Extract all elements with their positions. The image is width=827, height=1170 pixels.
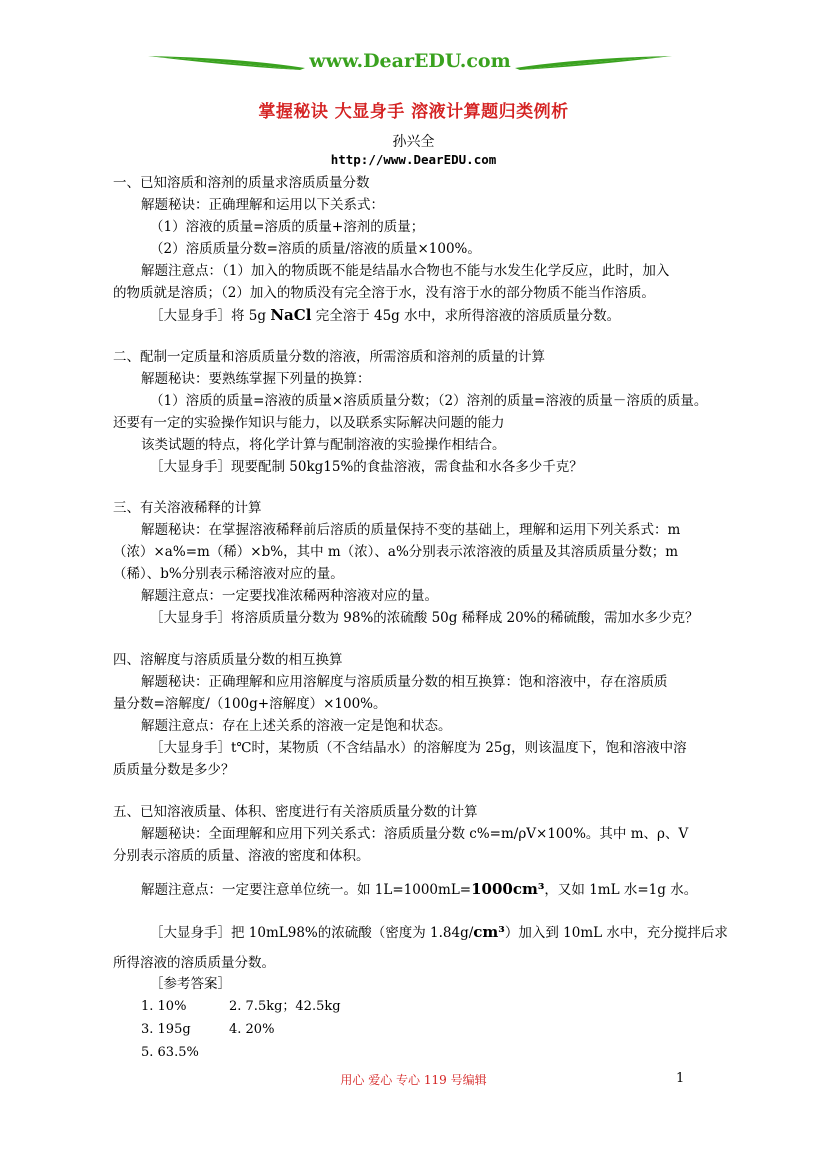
section-1-exercise <box>150 305 620 326</box>
section-2-line: （1）溶质的质量=溶液的质量×溶质质量分数；（2）溶剂的质量=溶液的质量－溶质的质量。 <box>150 393 708 409</box>
section-4-exercise: 质质量分数是多少？ <box>113 762 235 778</box>
exercise-text: 完全溶于 45g 水中，求所得溶液的溶质质量分数。 <box>311 308 621 324</box>
note-text: ，又如 1mL 水=1g 水。 <box>544 882 698 898</box>
author-name: 孙兴全 <box>392 134 435 150</box>
unit-cm3: cm³ <box>473 923 505 941</box>
exercise-text: ［大显身手］将 5g <box>150 308 271 324</box>
section-2-exercise: ［大显身手］现要配制 50kg15%的食盐溶液，需食盐和水各多少千克？ <box>150 459 583 475</box>
section-2-heading: 二、配制一定质量和溶质质量分数的溶液，所需溶质和溶剂的质量的计算 <box>113 349 545 365</box>
section-1-line: （1）溶液的质量=溶质的质量+溶剂的质量； <box>150 219 425 235</box>
section-5-exercise <box>150 922 728 943</box>
section-4-heading: 四、溶解度与溶质质量分数的相互换算 <box>113 652 343 668</box>
section-1-line: 解题秘诀：正确理解和运用以下关系式： <box>141 197 384 213</box>
section-4-line: 解题秘诀：正确理解和应用溶解度与溶质质量分数的相互换算：饱和溶液中，存在溶质质 <box>141 674 668 690</box>
section-3-line: （稀）、b%分别表示稀溶液对应的量。 <box>113 566 344 582</box>
section-3-line: 解题秘诀：在掌握溶液稀释前后溶质的质量保持不变的基础上，理解和运用下列关系式：m <box>141 522 681 538</box>
page-number: 1 <box>676 1071 685 1086</box>
formula-nacl: NaCl <box>270 306 312 324</box>
note-text: 解题注意点：一定要注意单位统一。如 1L=1000mL= <box>141 882 472 898</box>
answer-item: 4. 20% <box>229 1022 275 1037</box>
exercise-text: ）加入到 10mL 水中，充分搅拌后求 <box>504 925 728 941</box>
section-3-line: （浓）×a%=m（稀）×b%，其中 m（浓）、a%分别表示浓溶液的质量及其溶质质量分数；m <box>113 544 679 560</box>
section-5-line: 解题秘诀：全面理解和应用下列关系式：溶质质量分数 c%=m/ρV×100%。其中 m、ρ、V <box>141 826 689 842</box>
source-url[interactable]: http://www.DearEDU.com <box>330 152 497 167</box>
section-3-line: 解题注意点：一定要找准浓稀两种溶液对应的量。 <box>141 588 438 604</box>
section-4-exercise: ［大显身手］t℃时，某物质（不含结晶水）的溶解度为 25g，则该温度下，饱和溶液中溶 <box>150 740 687 756</box>
unit-cm3: 1000cm³ <box>471 880 545 898</box>
section-5-line: 分别表示溶质的质量、溶液的密度和体积。 <box>113 848 370 864</box>
section-3-heading: 三、有关溶液稀释的计算 <box>113 500 262 516</box>
answer-item: 1. 10% <box>141 999 187 1014</box>
section-1-line: 的物质就是溶质；（2）加入的物质没有完全溶于水，没有溶于水的部分物质不能当作溶质。 <box>113 285 655 301</box>
section-1-line: （2）溶质质量分数=溶质的质量/溶液的质量×100%。 <box>150 241 481 257</box>
section-4-line: 解题注意点：存在上述关系的溶液一定是饱和状态。 <box>141 718 452 734</box>
section-2-line: 该类试题的特点，将化学计算与配制溶液的实验操作相结合。 <box>141 437 506 453</box>
section-5-heading: 五、已知溶液质量、体积、密度进行有关溶质质量分数的计算 <box>113 804 478 820</box>
section-1-heading: 一、已知溶质和溶剂的质量求溶质质量分数 <box>113 175 370 191</box>
section-3-exercise: ［大显身手］将溶质质量分数为 98%的浓硫酸 50g 稀释成 20%的稀硫酸，需加水多少克？ <box>150 610 699 626</box>
site-logo <box>140 48 680 78</box>
page-footer: 用心 爱心 专心 119 号编辑 <box>340 1073 487 1087</box>
section-2-line: 解题秘诀：要熟练掌握下列量的换算： <box>141 371 371 387</box>
section-1-line: 解题注意点：（1）加入的物质既不能是结晶水合物也不能与水发生化学反应，此时，加入 <box>141 263 670 279</box>
section-5-exercise: 所得溶液的溶质质量分数。 <box>113 955 275 971</box>
section-5-line <box>141 879 697 900</box>
answer-item: 2. 7.5kg；42.5kg <box>229 999 341 1014</box>
answers-heading: ［参考答案］ <box>150 976 231 992</box>
section-4-line: 量分数=溶解度/（100g+溶解度）×100%。 <box>113 696 387 712</box>
answer-item: 3. 195g <box>141 1022 191 1037</box>
site-logo-text[interactable]: www.DearEDU.com <box>309 50 511 72</box>
document-title: 掌握秘诀 大显身手 溶液计算题归类例析 <box>258 102 569 122</box>
section-2-line: 还要有一定的实验操作知识与能力，以及联系实际解决问题的能力 <box>113 415 505 431</box>
answer-item: 5. 63.5% <box>141 1045 199 1060</box>
exercise-text: ［大显身手］把 10mL98%的浓硫酸（密度为 1.84g/ <box>150 925 474 941</box>
